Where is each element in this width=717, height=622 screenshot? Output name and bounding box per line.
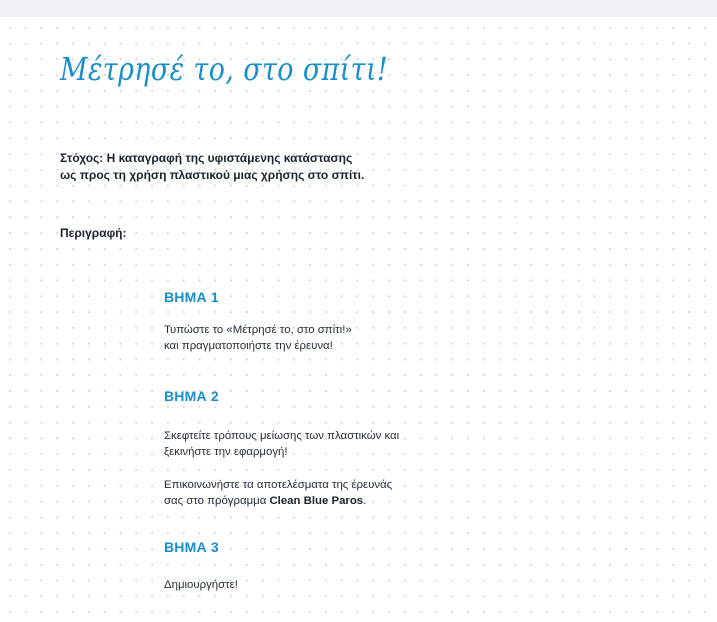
- description-label: Περιγραφή:: [60, 226, 127, 240]
- page-title: Μέτρησέ το, στο σπίτι!: [60, 50, 389, 88]
- program-name: Clean Blue Paros: [269, 495, 364, 507]
- step-2-para-1-line-1: Σκεφτείτε τρόπους μείωσης των πλαστικών και: [164, 430, 400, 442]
- goal-line-2: ως προς τη χρήση πλαστικού μιας χρήσης στο σπίτι.: [60, 168, 365, 182]
- top-band: [0, 0, 717, 17]
- goal-text: [60, 150, 364, 184]
- step-2-heading: ΒΗΜΑ 2: [164, 388, 219, 404]
- step-2-text-2: [164, 477, 392, 509]
- step-2-para-2-line-2: [164, 493, 392, 509]
- step-1-line-2: και πραγματοποιήστε την έρευνα!: [164, 340, 333, 352]
- step-2-para-2-line-1: Επικοινωνήστε τα αποτελέσματα της έρευνάς: [164, 479, 393, 491]
- step-1-heading: ΒΗΜΑ 1: [164, 289, 219, 305]
- step-3-line-1: Δημιουργήστε!: [164, 579, 238, 591]
- step-2-para-1-line-2: ξεκινήστε την εφαρμογή!: [164, 446, 288, 458]
- step-2-para-2-prefix: σας στο πρόγραμμα: [164, 495, 270, 507]
- step-3-heading: ΒΗΜΑ 3: [164, 539, 219, 555]
- goal-line-1: Στόχος: Η καταγραφή της υφιστάμενης κατάστασης: [60, 151, 353, 165]
- step-3-text: [164, 577, 238, 593]
- step-1-line-1: Τυπώστε το «Μέτρησέ το, στο σπίτι!»: [164, 324, 352, 336]
- step-2-text-1: [164, 428, 399, 460]
- step-1-text: [164, 322, 352, 354]
- step-2-para-2-suffix: .: [363, 495, 367, 507]
